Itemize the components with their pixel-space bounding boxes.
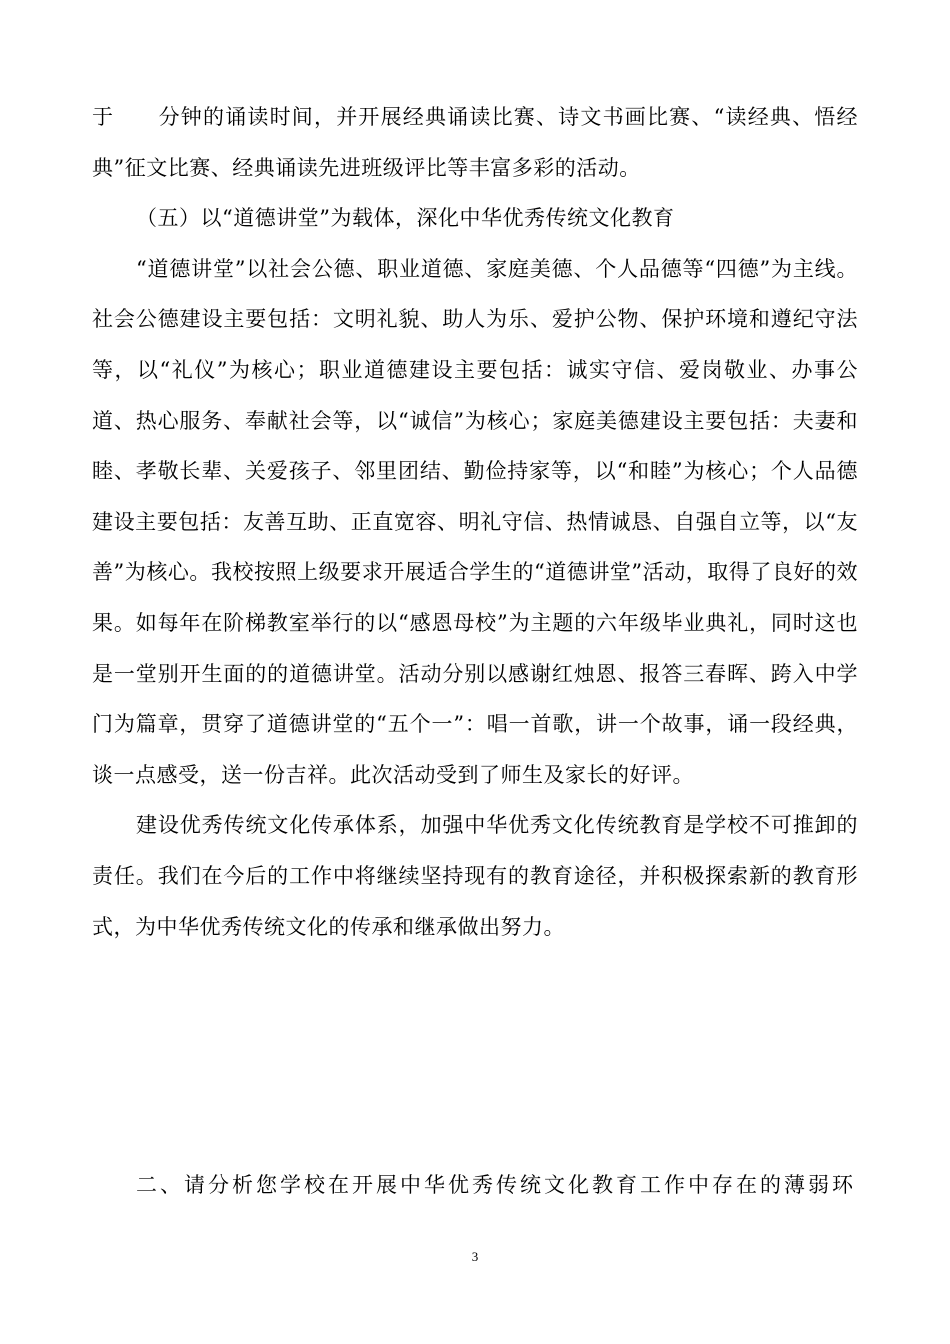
page-number: 3	[471, 1249, 479, 1264]
page-body	[92, 92, 858, 1211]
paragraph-reading-activities: 于 分钟的诵读时间，并开展经典诵读比赛、诗文书画比赛、“读经典、悟经典”征文比赛、经典诵读先进班级评比等丰富多彩的活动。	[92, 105, 858, 180]
paragraph-conclusion: 建设优秀传统文化传承体系，加强中华优秀文化传统教育是学校不可推卸的责任。我们在今后的工作中将继续坚持现有的教育途径，并积极探索新的教育形式，为中华优秀传统文化的传承和继承做出努力。	[92, 813, 858, 939]
subheading-moral-lecture-hall: （五）以“道德讲堂”为载体，深化中华优秀传统文化教育	[136, 206, 675, 231]
section-heading-weak-links: 二、请分析您学校在开展中华优秀传统文化教育工作中存在的薄弱环	[136, 1173, 856, 1198]
paragraph-moral-lecture-hall: “道德讲堂”以社会公德、职业道德、家庭美德、个人品德等“四德”为主线。社会公德建设主要包括：文明礼貌、助人为乐、爱护公物、保护环境和遵纪守法等，以“礼仪”为核心；职业道德建设主要包括：诚实守信、爱岗敬业、办事公道、热心服务、奉献社会等，以“诚信”为核心；家庭美德建设主要包括：夫妻和睦、孝敬长辈、关爱孩子、邻里团结、勤俭持家等，以“和睦”为核心；个人品德建设主要包括：友善互助、正直宽容、明礼守信、热情诚恳、自强自立等，以“友善”为核心。我校按照上级要求开展适合学生的“道德讲堂”活动，取得了良好的效果。如每年在阶梯教室举行的以“感恩母校”为主题的六年级毕业典礼，同时这也是一堂别开生面的的道德讲堂。活动分别以感谢红烛恩、报答三春晖、跨入中学门为篇章，贯穿了道德讲堂的“五个一”：唱一首歌，讲一个故事，诵一段经典，谈一点感受，送一份吉祥。此次活动受到了师生及家长的好评。	[92, 256, 858, 787]
